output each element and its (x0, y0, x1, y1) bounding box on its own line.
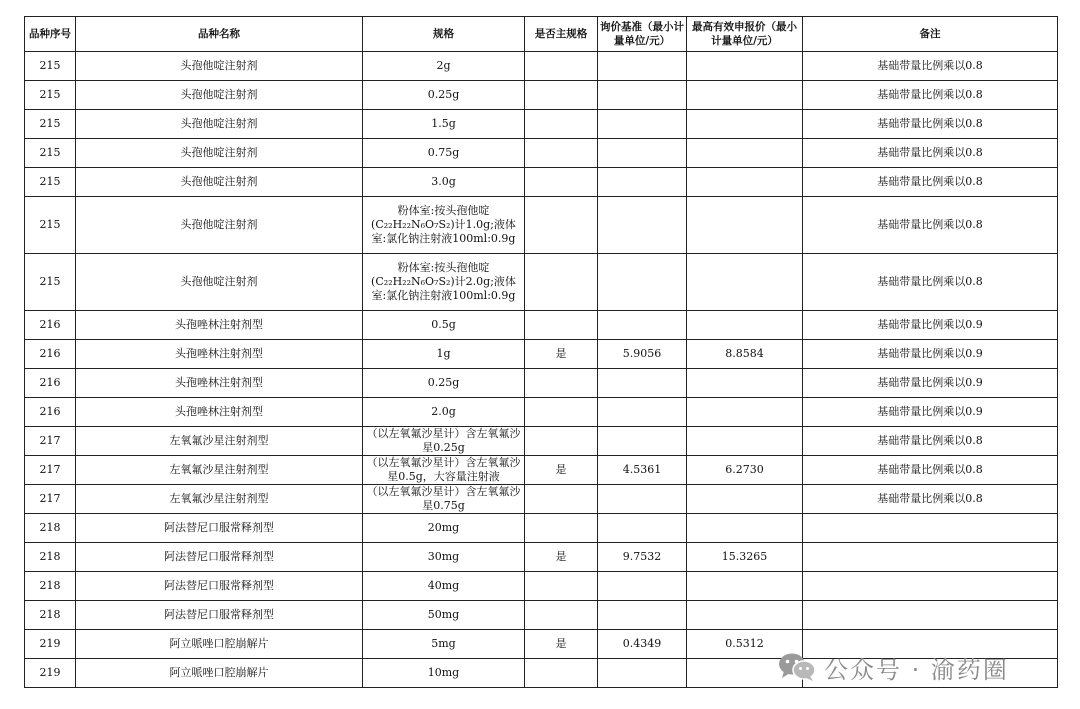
cell-seq: 216 (25, 340, 76, 369)
cell-max-price (687, 398, 803, 427)
cell-note: 基础带量比例乘以0.9 (803, 340, 1058, 369)
cell-main-spec (525, 572, 598, 601)
cell-note: 基础带量比例乘以0.8 (803, 254, 1058, 311)
cell-spec: 30mg (363, 543, 525, 572)
table-body (25, 52, 1058, 688)
table-row (25, 456, 1058, 485)
cell-seq: 217 (25, 456, 76, 485)
table-row (25, 311, 1058, 340)
cell-main-spec (525, 601, 598, 630)
cell-note: 基础带量比例乘以0.8 (803, 427, 1058, 456)
table-row (25, 543, 1058, 572)
cell-max-price (687, 572, 803, 601)
table-row (25, 369, 1058, 398)
cell-main-spec (525, 485, 598, 514)
cell-base-price (598, 311, 687, 340)
cell-spec: 50mg (363, 601, 525, 630)
cell-max-price (687, 427, 803, 456)
header-note: 备注 (803, 17, 1058, 52)
table-row (25, 485, 1058, 514)
cell-spec: 10mg (363, 659, 525, 688)
cell-base-price (598, 52, 687, 81)
cell-base-price (598, 168, 687, 197)
cell-base-price (598, 369, 687, 398)
cell-note: 基础带量比例乘以0.8 (803, 485, 1058, 514)
cell-spec: 0.25g (363, 81, 525, 110)
cell-spec: 40mg (363, 572, 525, 601)
cell-max-price (687, 514, 803, 543)
cell-seq: 216 (25, 369, 76, 398)
cell-spec: 粉体室:按头孢他啶(C₂₂H₂₂N₆O₇S₂)计2.0g;液体室:氯化钠注射液100ml:0.9g (363, 254, 525, 311)
cell-main-spec (525, 659, 598, 688)
cell-note: 基础带量比例乘以0.8 (803, 456, 1058, 485)
cell-max-price (687, 81, 803, 110)
table-row (25, 139, 1058, 168)
cell-note: 基础带量比例乘以0.8 (803, 81, 1058, 110)
header-main-spec: 是否主规格 (525, 17, 598, 52)
cell-max-price (687, 52, 803, 81)
cell-main-spec (525, 398, 598, 427)
header-seq: 品种序号 (25, 17, 76, 52)
cell-base-price (598, 197, 687, 254)
cell-seq: 215 (25, 168, 76, 197)
cell-main-spec (525, 369, 598, 398)
cell-spec: 1g (363, 340, 525, 369)
table-row (25, 572, 1058, 601)
cell-max-price (687, 254, 803, 311)
cell-seq: 215 (25, 254, 76, 311)
cell-main-spec (525, 52, 598, 81)
cell-spec: 2.0g (363, 398, 525, 427)
cell-spec: （以左氧氟沙星计）含左氧氟沙星0.75g (363, 485, 525, 514)
cell-main-spec (525, 254, 598, 311)
drug-price-table (24, 16, 1058, 688)
cell-note (803, 659, 1058, 688)
cell-name: 头孢他啶注射剂 (76, 254, 363, 311)
cell-seq: 215 (25, 52, 76, 81)
cell-main-spec (525, 139, 598, 168)
cell-main-spec: 是 (525, 543, 598, 572)
cell-spec: 0.5g (363, 311, 525, 340)
table-row (25, 52, 1058, 81)
cell-note (803, 543, 1058, 572)
header-spec: 规格 (363, 17, 525, 52)
cell-max-price (687, 659, 803, 688)
table-row (25, 168, 1058, 197)
cell-note (803, 514, 1058, 543)
cell-max-price (687, 197, 803, 254)
cell-base-price (598, 398, 687, 427)
cell-max-price (687, 485, 803, 514)
cell-main-spec: 是 (525, 340, 598, 369)
cell-name: 阿立哌唑口腔崩解片 (76, 630, 363, 659)
cell-note: 基础带量比例乘以0.8 (803, 139, 1058, 168)
cell-base-price (598, 572, 687, 601)
cell-main-spec (525, 514, 598, 543)
cell-name: 阿法替尼口服常释剂型 (76, 601, 363, 630)
cell-base-price: 9.7532 (598, 543, 687, 572)
cell-base-price (598, 601, 687, 630)
cell-spec: 2g (363, 52, 525, 81)
cell-note: 基础带量比例乘以0.8 (803, 52, 1058, 81)
cell-base-price (598, 254, 687, 311)
cell-note: 基础带量比例乘以0.9 (803, 311, 1058, 340)
cell-max-price (687, 110, 803, 139)
cell-spec: （以左氧氟沙星计）含左氧氟沙星0.5g，大容量注射液 (363, 456, 525, 485)
cell-name: 头孢他啶注射剂 (76, 81, 363, 110)
cell-name: 头孢他啶注射剂 (76, 168, 363, 197)
cell-name: 头孢他啶注射剂 (76, 197, 363, 254)
cell-name: 头孢唑林注射剂型 (76, 311, 363, 340)
watermark-text: 公众号 · 渝药圈 (824, 655, 1009, 684)
table-row (25, 81, 1058, 110)
cell-base-price (598, 485, 687, 514)
cell-name: 阿立哌唑口腔崩解片 (76, 659, 363, 688)
cell-seq: 218 (25, 514, 76, 543)
cell-main-spec: 是 (525, 630, 598, 659)
cell-name: 阿法替尼口服常释剂型 (76, 543, 363, 572)
cell-main-spec (525, 81, 598, 110)
cell-name: 头孢唑林注射剂型 (76, 340, 363, 369)
cell-base-price: 4.5361 (598, 456, 687, 485)
cell-max-price: 6.2730 (687, 456, 803, 485)
table-row (25, 427, 1058, 456)
table-header-row (25, 17, 1058, 52)
cell-base-price (598, 514, 687, 543)
table-row (25, 659, 1058, 688)
cell-seq: 218 (25, 543, 76, 572)
table-row (25, 514, 1058, 543)
cell-main-spec (525, 110, 598, 139)
cell-spec: 粉体室:按头孢他啶(C₂₂H₂₂N₆O₇S₂)计1.0g;液体室:氯化钠注射液100ml:0.9g (363, 197, 525, 254)
header-max-price: 最高有效申报价（最小计量单位/元） (687, 17, 803, 52)
cell-seq: 219 (25, 630, 76, 659)
cell-spec: （以左氧氟沙星计）含左氧氟沙星0.25g (363, 427, 525, 456)
table-row (25, 254, 1058, 311)
cell-max-price: 0.5312 (687, 630, 803, 659)
cell-spec: 0.75g (363, 139, 525, 168)
cell-max-price: 8.8584 (687, 340, 803, 369)
cell-max-price (687, 369, 803, 398)
cell-max-price (687, 601, 803, 630)
cell-seq: 216 (25, 398, 76, 427)
table-row (25, 601, 1058, 630)
cell-name: 头孢唑林注射剂型 (76, 369, 363, 398)
cell-base-price (598, 427, 687, 456)
cell-max-price (687, 139, 803, 168)
cell-spec: 3.0g (363, 168, 525, 197)
cell-note: 基础带量比例乘以0.8 (803, 197, 1058, 254)
cell-base-price (598, 110, 687, 139)
cell-note (803, 601, 1058, 630)
cell-max-price (687, 168, 803, 197)
cell-base-price: 5.9056 (598, 340, 687, 369)
header-base-price: 询价基准（最小计量单位/元） (598, 17, 687, 52)
cell-max-price (687, 311, 803, 340)
cell-name: 阿法替尼口服常释剂型 (76, 514, 363, 543)
cell-base-price (598, 139, 687, 168)
cell-max-price: 15.3265 (687, 543, 803, 572)
cell-base-price (598, 659, 687, 688)
cell-base-price (598, 81, 687, 110)
cell-spec: 1.5g (363, 110, 525, 139)
cell-seq: 216 (25, 311, 76, 340)
cell-note: 基础带量比例乘以0.8 (803, 168, 1058, 197)
cell-name: 左氧氟沙星注射剂型 (76, 456, 363, 485)
cell-seq: 218 (25, 601, 76, 630)
cell-seq: 215 (25, 110, 76, 139)
cell-note: 基础带量比例乘以0.9 (803, 398, 1058, 427)
cell-main-spec (525, 311, 598, 340)
cell-name: 左氧氟沙星注射剂型 (76, 485, 363, 514)
table-row (25, 630, 1058, 659)
table-row (25, 340, 1058, 369)
table-row (25, 197, 1058, 254)
cell-name: 左氧氟沙星注射剂型 (76, 427, 363, 456)
cell-seq: 215 (25, 139, 76, 168)
cell-seq: 217 (25, 427, 76, 456)
cell-name: 头孢他啶注射剂 (76, 110, 363, 139)
cell-seq: 215 (25, 81, 76, 110)
cell-seq: 215 (25, 197, 76, 254)
cell-spec: 5mg (363, 630, 525, 659)
table-row (25, 110, 1058, 139)
cell-name: 头孢唑林注射剂型 (76, 398, 363, 427)
header-name: 品种名称 (76, 17, 363, 52)
cell-seq: 217 (25, 485, 76, 514)
cell-base-price: 0.4349 (598, 630, 687, 659)
cell-spec: 0.25g (363, 369, 525, 398)
cell-name: 阿法替尼口服常释剂型 (76, 572, 363, 601)
cell-main-spec (525, 168, 598, 197)
cell-seq: 219 (25, 659, 76, 688)
cell-name: 头孢他啶注射剂 (76, 139, 363, 168)
table-row (25, 398, 1058, 427)
cell-spec: 20mg (363, 514, 525, 543)
cell-note (803, 572, 1058, 601)
cell-name: 头孢他啶注射剂 (76, 52, 363, 81)
cell-note: 基础带量比例乘以0.8 (803, 110, 1058, 139)
cell-main-spec (525, 197, 598, 254)
cell-seq: 218 (25, 572, 76, 601)
cell-main-spec (525, 427, 598, 456)
cell-note: 基础带量比例乘以0.9 (803, 369, 1058, 398)
cell-note (803, 630, 1058, 659)
cell-main-spec: 是 (525, 456, 598, 485)
